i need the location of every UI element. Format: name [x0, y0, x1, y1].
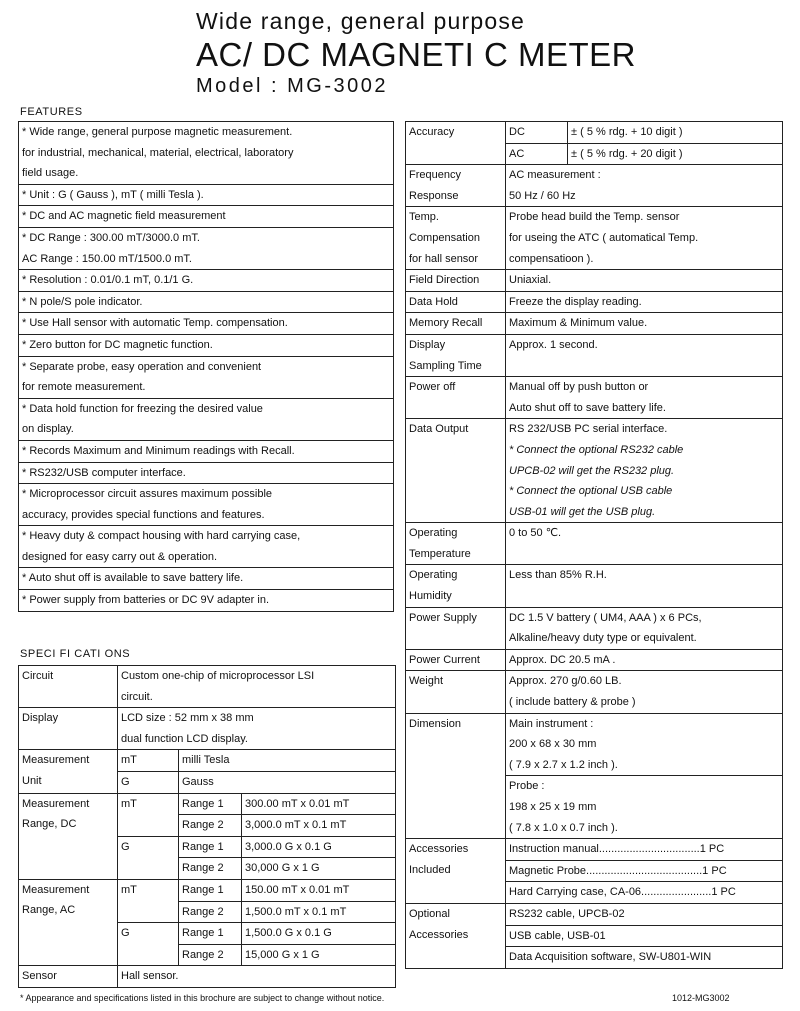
range-value: 300.00 mT x 0.01 mT [242, 793, 396, 815]
feature-line: * Zero button for DC magnetic function. [19, 334, 394, 356]
accuracy-value: ± ( 5 % rdg. + 10 digit ) [568, 122, 783, 144]
specifications-right-table [405, 121, 783, 969]
spec-label-frequency: Response [406, 186, 506, 207]
feature-line: field usage. [19, 163, 394, 184]
spec-value: AC measurement : [506, 165, 783, 186]
spec-label-frequency: Frequency [406, 165, 506, 186]
range-label: Range 1 [179, 923, 242, 945]
range-unit: mT [118, 879, 179, 922]
spec-label-unit: Unit [19, 771, 118, 793]
spec-label-temp: Compensation [406, 228, 506, 249]
spec-label-data-output: Data Output [406, 419, 506, 523]
range-value: 3,000.0 mT x 0.1 mT [242, 815, 396, 837]
spec-label-memory-recall: Memory Recall [406, 313, 506, 335]
spec-note: * Connect the optional RS232 cable [506, 440, 783, 461]
spec-value: 50 Hz / 60 Hz [506, 186, 783, 207]
spec-value: RS 232/USB PC serial interface. [506, 419, 783, 440]
range-value: 15,000 G x 1 G [242, 944, 396, 966]
spec-label-optional: Optional [406, 903, 506, 925]
spec-label-sensor: Sensor [19, 966, 118, 988]
spec-label-accuracy: Accuracy [406, 122, 506, 165]
accuracy-mode: AC [506, 143, 568, 165]
spec-value: Freeze the display reading. [506, 291, 783, 313]
feature-line: AC Range : 150.00 mT/1500.0 mT. [19, 249, 394, 270]
range-value: 30,000 G x 1 G [242, 858, 396, 880]
feature-line: * Unit : G ( Gauss ), mT ( milli Tesla ). [19, 184, 394, 206]
spec-label-power-supply: Power Supply [406, 607, 506, 649]
spec-note: * Connect the optional USB cable [506, 481, 783, 502]
feature-line: * Use Hall sensor with automatic Temp. compensation. [19, 313, 394, 335]
spec-value: Custom one-chip of microprocessor LSI [118, 666, 396, 687]
spec-value: ( 7.9 x 2.7 x 1.2 inch ). [506, 755, 783, 776]
header-subtitle: Wide range, general purpose [196, 8, 526, 34]
feature-line: accuracy, provides special functions and features. [19, 505, 394, 526]
spec-value: Approx. 270 g/0.60 LB. [506, 671, 783, 692]
accessory-item: Magnetic Probe......................................1 PC [506, 860, 783, 882]
feature-line: for remote measurement. [19, 377, 394, 398]
feature-line: * Separate probe, easy operation and convenient [19, 356, 394, 377]
spec-label-optional: Accessories [406, 925, 506, 947]
spec-label-accessories [406, 882, 506, 904]
spec-label-range-dc: Measurement Range, DC [19, 793, 118, 879]
spec-value: Uniaxial. [506, 270, 783, 292]
spec-value: Probe : [506, 776, 783, 797]
accessory-item: Hard Carrying case, CA-06.......................1 PC [506, 882, 783, 904]
unit-name: milli Tesla [179, 750, 396, 772]
range-unit: G [118, 923, 179, 966]
spec-label-operating-temp: Temperature [406, 544, 506, 565]
accessory-item: Instruction manual.................................1 PC [506, 839, 783, 861]
spec-label-data-hold: Data Hold [406, 291, 506, 313]
spec-value: Auto shut off to save battery life. [506, 398, 783, 419]
range-unit: mT [118, 793, 179, 836]
spec-value: ( include battery & probe ) [506, 692, 783, 713]
specifications-table [18, 665, 396, 988]
feature-line: * DC and AC magnetic field measurement [19, 206, 394, 228]
spec-value: Approx. 1 second. [506, 334, 783, 376]
spec-label-range-ac: Measurement Range, AC [19, 879, 118, 965]
feature-line: * Auto shut off is available to save battery life. [19, 568, 394, 590]
feature-line: for industrial, mechanical, material, electrical, laboratory [19, 143, 394, 164]
spec-label-unit: Measurement [19, 750, 118, 772]
spec-label-sampling: Display [406, 334, 506, 355]
feature-line: * N pole/S pole indicator. [19, 291, 394, 313]
range-label: Range 2 [179, 858, 242, 880]
optional-item: USB cable, USB-01 [506, 925, 783, 947]
feature-line: * RS232/USB computer interface. [19, 462, 394, 484]
feature-line: * Heavy duty & compact housing with hard carrying case, [19, 526, 394, 547]
range-label: Range 2 [179, 944, 242, 966]
spec-label-operating-temp: Operating [406, 523, 506, 544]
spec-value: compensatioon ). [506, 249, 783, 270]
optional-item: RS232 cable, UPCB-02 [506, 903, 783, 925]
feature-line: * Wide range, general purpose magnetic measurement. [19, 122, 394, 143]
spec-label-optional [406, 947, 506, 969]
range-value: 150.00 mT x 0.01 mT [242, 879, 396, 901]
spec-value: DC 1.5 V battery ( UM4, AAA ) x 6 PCs, [506, 607, 783, 628]
features-table [18, 121, 394, 612]
features-heading: FEATURES [20, 106, 83, 118]
spec-value: Hall sensor. [118, 966, 396, 988]
spec-value: Less than 85% R.H. [506, 565, 783, 607]
unit-symbol: G [118, 771, 179, 793]
feature-line: * Data hold function for freezing the desired value [19, 398, 394, 419]
range-label: Range 1 [179, 793, 242, 815]
spec-label-accessories: Accessories [406, 839, 506, 861]
spec-value: circuit. [118, 687, 396, 708]
feature-line: on display. [19, 419, 394, 440]
feature-line: * Power supply from batteries or DC 9V adapter in. [19, 590, 394, 612]
feature-line: designed for easy carry out & operation. [19, 547, 394, 568]
spec-label-temp: for hall sensor [406, 249, 506, 270]
spec-note: USB-01 will get the USB plug. [506, 502, 783, 523]
spec-label-operating-humidity: Humidity [406, 586, 506, 607]
accuracy-value: ± ( 5 % rdg. + 20 digit ) [568, 143, 783, 165]
optional-item: Data Acquisition software, SW-U801-WIN [506, 947, 783, 969]
spec-value: for useing the ATC ( automatical Temp. [506, 228, 783, 249]
footer-code: 1012-MG3002 [672, 993, 730, 1003]
spec-value: Probe head build the Temp. sensor [506, 207, 783, 228]
range-value: 3,000.0 G x 0.1 G [242, 836, 396, 858]
spec-value: Maximum & Minimum value. [506, 313, 783, 335]
spec-value: LCD size : 52 mm x 38 mm [118, 708, 396, 729]
spec-value: dual function LCD display. [118, 729, 396, 750]
spec-note: UPCB-02 will get the RS232 plug. [506, 461, 783, 482]
unit-name: Gauss [179, 771, 396, 793]
spec-value: Alkaline/heavy duty type or equivalent. [506, 628, 783, 649]
spec-value: ( 7.8 x 1.0 x 0.7 inch ). [506, 818, 783, 839]
spec-label-display: Display [19, 708, 118, 750]
range-label: Range 2 [179, 901, 242, 923]
spec-label-accessories: Included [406, 860, 506, 882]
spec-label-weight: Weight [406, 671, 506, 713]
spec-label-sampling: Sampling Time [406, 356, 506, 377]
specifications-heading: SPECI FI CATI ONS [20, 648, 131, 660]
unit-symbol: mT [118, 750, 179, 772]
feature-line: * DC Range : 300.00 mT/3000.0 mT. [19, 227, 394, 248]
spec-value: 198 x 25 x 19 mm [506, 797, 783, 818]
feature-line: * Microprocessor circuit assures maximum possible [19, 484, 394, 505]
spec-label-temp: Temp. [406, 207, 506, 228]
spec-value: Manual off by push button or [506, 377, 783, 398]
range-label: Range 1 [179, 879, 242, 901]
footer-disclaimer: * Appearance and specifications listed in this brochure are subject to change without notice. [20, 993, 385, 1003]
spec-label-operating-humidity: Operating [406, 565, 506, 586]
feature-line: * Records Maximum and Minimum readings with Recall. [19, 440, 394, 462]
spec-value: Approx. DC 20.5 mA . [506, 649, 783, 671]
spec-label-circuit: Circuit [19, 666, 118, 708]
spec-value: 0 to 50 ℃. [506, 523, 783, 565]
spec-value: 200 x 68 x 30 mm [506, 734, 783, 755]
spec-label-field-direction: Field Direction [406, 270, 506, 292]
accuracy-mode: DC [506, 122, 568, 144]
feature-line: * Resolution : 0.01/0.1 mT, 0.1/1 G. [19, 270, 394, 292]
range-label: Range 2 [179, 815, 242, 837]
spec-label-power-current: Power Current [406, 649, 506, 671]
model-number: Model : MG-3002 [196, 75, 389, 97]
spec-value: Main instrument : [506, 713, 783, 734]
range-value: 1,500.0 G x 0.1 G [242, 923, 396, 945]
range-unit: G [118, 836, 179, 879]
spec-label-dimension: Dimension [406, 713, 506, 839]
range-label: Range 1 [179, 836, 242, 858]
spec-label-power-off: Power off [406, 377, 506, 419]
range-value: 1,500.0 mT x 0.1 mT [242, 901, 396, 923]
product-title: AC/ DC MAGNETI C METER [196, 36, 637, 73]
